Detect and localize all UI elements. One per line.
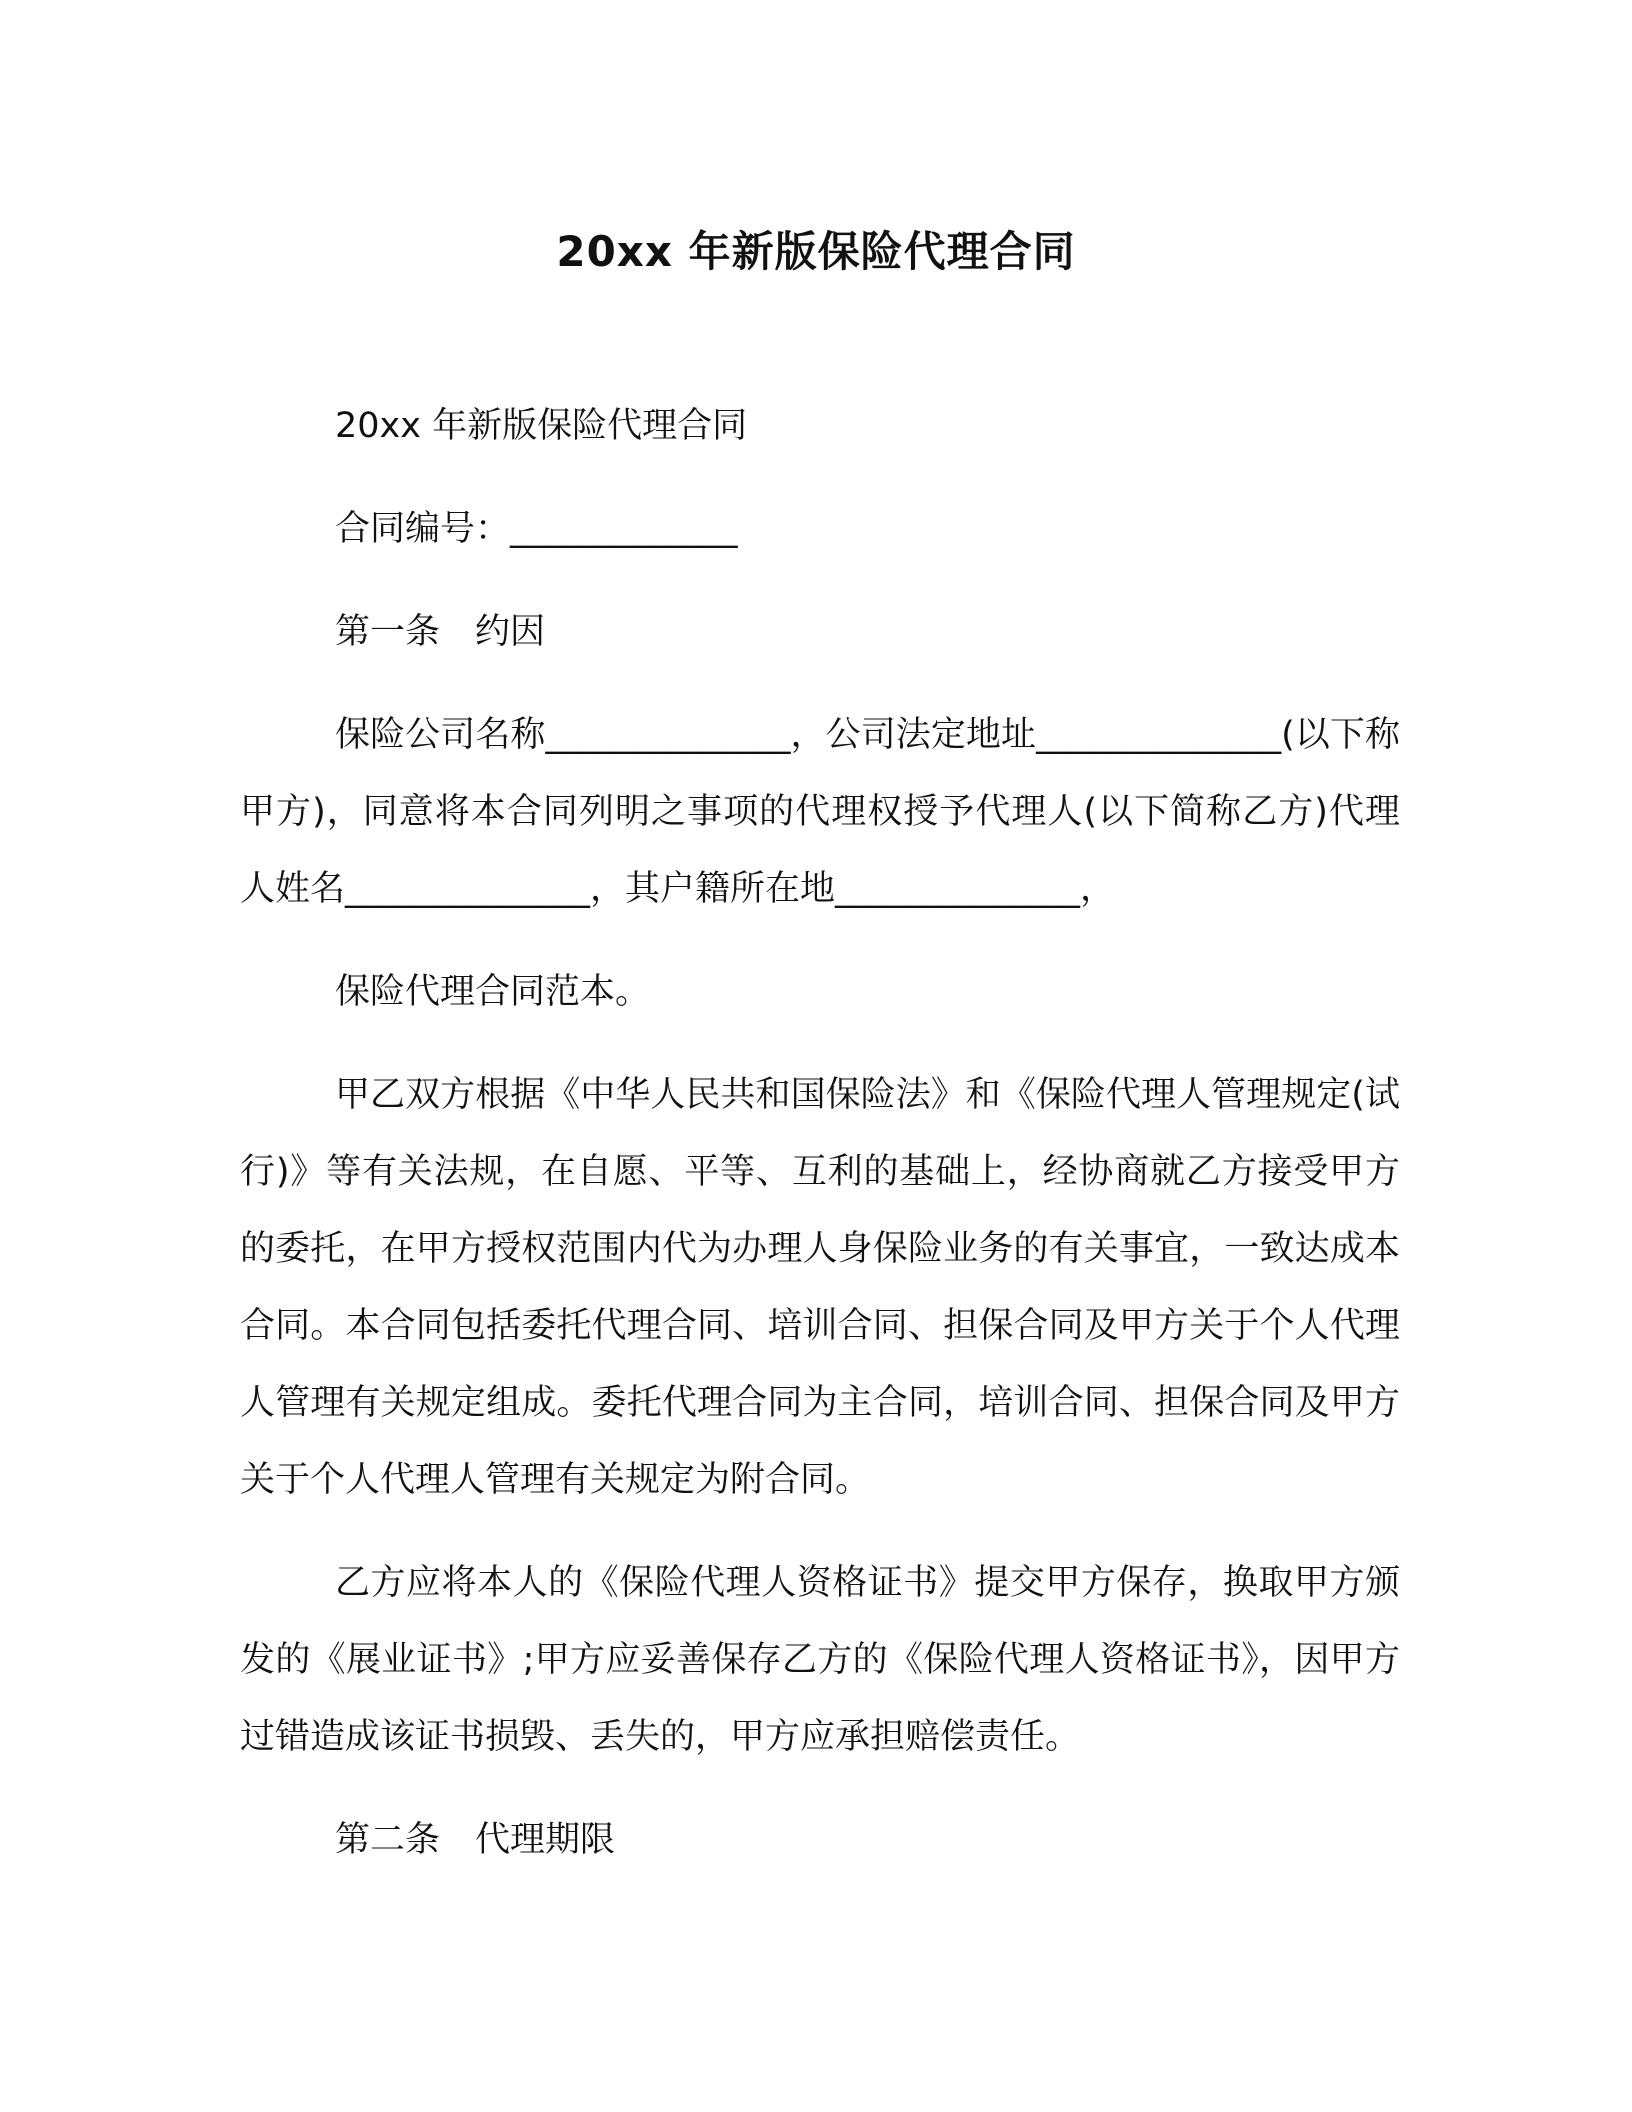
paragraph-certificate: 乙方应将本人的《保险代理人资格证书》提交甲方保存，换取甲方颁发的《展业证书》;甲方应妥善保存乙方的《保险代理人资格证书》，因甲方过错造成该证书损毁、丢失的，甲方应承担赔偿责任。 <box>240 1563 1400 1757</box>
paragraph-contract-number: 合同编号：_____________ <box>335 509 738 549</box>
paragraph-article-1-heading: 第一条 约因 <box>335 612 546 652</box>
document-title: 20xx 年新版保险代理合同 <box>556 227 1076 276</box>
paragraph-legal-basis: 甲乙双方根据《中华人民共和国保险法》和《保险代理人管理规定(试行)》等有关法规，在自愿、平等、互利的基础上，经协商就乙方接受甲方的委托，在甲方授权范围内代为办理人身保险业务的有关事宜，一致达成本合同。本合同包括委托代理合同、培训合同、担保合同及甲方关于个人代理人管理有关规定组成。委托代理合同为主合同，培训合同、担保合同及甲方关于个人代理人管理有关规定为附合同。 <box>240 1075 1400 1500</box>
paragraph-template-note: 保险代理合同范本。 <box>335 972 651 1012</box>
paragraph-article-2-heading: 第二条 代理期限 <box>335 1820 616 1860</box>
paragraph-subtitle: 20xx 年新版保险代理合同 <box>335 406 748 446</box>
paragraph-parties: 保险公司名称______________，公司法定地址______________(以下称甲方)，同意将本合同列明之事项的代理权授予代理人(以下简称乙方)代理人姓名______________，其户籍所在地______________， <box>240 715 1400 909</box>
document-body <box>240 388 1400 1905</box>
